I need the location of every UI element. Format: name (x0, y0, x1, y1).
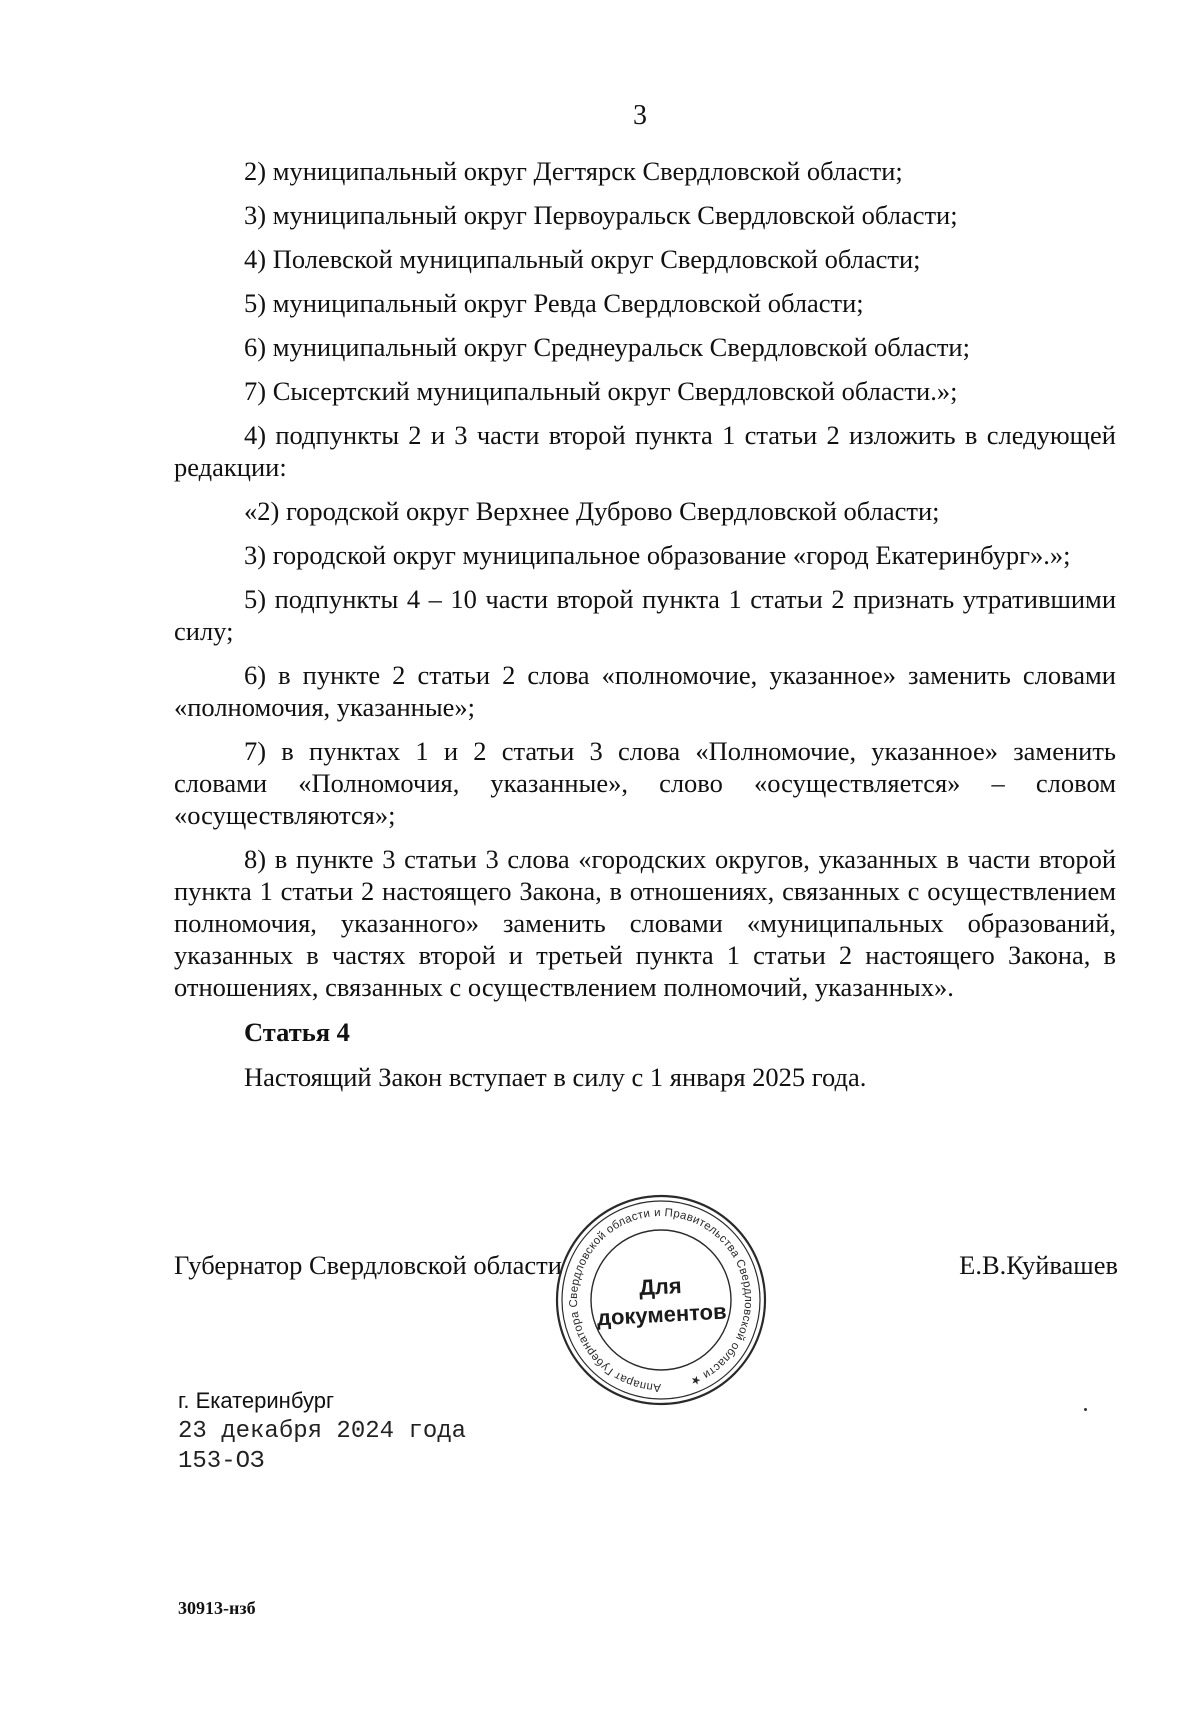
paragraph-item-7: 4) подпункты 2 и 3 части второй пункта 1 статьи 2 изложить в следующей редакции: (174, 420, 1116, 482)
paragraph-item-3: 4) Полевской муниципальный округ Свердловской области; (244, 244, 921, 274)
paragraph-item-5: 6) муниципальный округ Среднеуральск Свердловской области; (244, 332, 970, 362)
signatory-name: Е.В.Куйвашев (959, 1250, 1118, 1280)
signatory-title: Губернатор Свердловской области (174, 1250, 562, 1280)
paragraph-item-13: 8) в пункте 3 статьи 3 слова «городских округов, указанных в части второй пункта 1 статьи 2 настоящего Закона, в отношениях, связанных с осуществлением полномочия, указанного» заменить словами «муниципальных образований, указанных в частях второй и третьей пункта 1 статьи 2 настоящего Закона, в отношениях, связанных с осуществлением полномочий, указанных». (174, 844, 1116, 1002)
scan-dot (1084, 1408, 1087, 1411)
paragraph-item-10: 5) подпункты 4 – 10 части второй пункта 1 статьи 2 признать утратившими силу; (174, 584, 1116, 646)
stamp-center-line-1: Для (638, 1272, 683, 1301)
paragraph-item-12: 7) в пунктах 1 и 2 статьи 3 слова «Полномочие, указанное» заменить словами «Полномочия, указанные», слово «осуществляется» – словом «осуществляются»; (174, 736, 1116, 830)
paragraph-item-11: 6) в пункте 2 статьи 2 слова «полномочие, указанное» заменить словами «полномочия, указанные»; (174, 660, 1116, 722)
footer-code: 30913-нзб (178, 1598, 256, 1618)
official-stamp (553, 1192, 769, 1408)
law-number: 153-ОЗ (178, 1448, 265, 1475)
stamp-center-line-2: документов (596, 1298, 728, 1331)
paragraph-item-6: 7) Сысертский муниципальный округ Свердловской области.»; (244, 376, 958, 406)
paragraph-item-1: 2) муниципальный округ Дегтярск Свердловской области; (244, 156, 903, 186)
place-of-signing: г. Екатеринбург (178, 1388, 334, 1413)
signing-date: 23 декабря 2024 года (178, 1418, 467, 1445)
page-number: 3 (633, 100, 647, 131)
paragraph-item-9: 3) городской округ муниципальное образование «город Екатеринбург».»; (244, 540, 1071, 570)
article-heading: Статья 4 (244, 1017, 350, 1047)
paragraph-item-4: 5) муниципальный округ Ревда Свердловской области; (244, 288, 864, 318)
paragraph-item-2: 3) муниципальный округ Первоуральск Свердловской области; (244, 200, 958, 230)
document-body (174, 155, 1116, 1093)
svg-text:Аппарат Губернатора Свердловск (568, 1207, 754, 1393)
article-text: Настоящий Закон вступает в силу с 1 января 2025 года. (244, 1062, 867, 1092)
paragraph-item-8: «2) городской округ Верхнее Дуброво Свердловской области; (244, 496, 940, 526)
stamp-ring-text: Аппарат Губернатора Свердловской области и Правительства Свердловской области ★ (567, 1206, 755, 1394)
